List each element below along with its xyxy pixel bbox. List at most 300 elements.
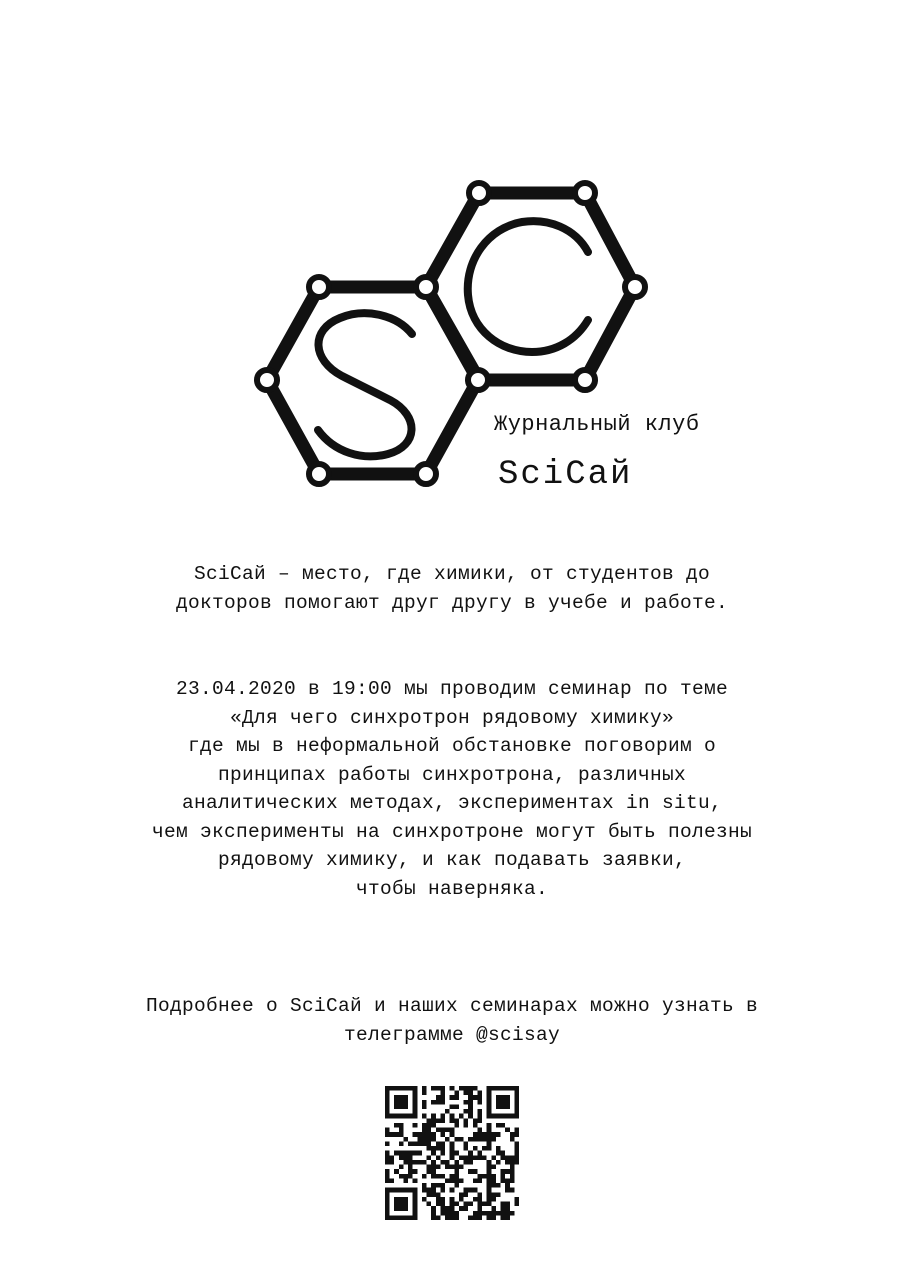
qr-module [487, 1123, 492, 1128]
qr-module [477, 1118, 482, 1123]
qr-module [505, 1114, 510, 1119]
qr-module [505, 1188, 510, 1193]
qr-module [501, 1086, 506, 1091]
qr-module [431, 1215, 436, 1220]
qr-module [431, 1132, 436, 1137]
qr-module [436, 1197, 441, 1202]
qr-module [422, 1132, 427, 1137]
qr-module [440, 1114, 445, 1119]
qr-module [422, 1160, 427, 1165]
qr-module [440, 1188, 445, 1193]
qr-module [464, 1206, 469, 1211]
qr-module [487, 1128, 492, 1133]
qr-module [394, 1123, 399, 1128]
qr-module [487, 1188, 492, 1193]
qr-module [491, 1178, 496, 1183]
qr-module [487, 1100, 492, 1105]
qr-module [431, 1169, 436, 1174]
qr-module [440, 1183, 445, 1188]
qr-module [394, 1132, 399, 1137]
qr-module [473, 1188, 478, 1193]
qr-module [491, 1206, 496, 1211]
qr-module [514, 1104, 519, 1109]
qr-module [450, 1174, 455, 1179]
qr-module [436, 1100, 441, 1105]
qr-module [487, 1165, 492, 1170]
qr-module [464, 1202, 469, 1207]
qr-module [399, 1202, 404, 1207]
qr-module [440, 1086, 445, 1091]
qr-module [514, 1141, 519, 1146]
qr-module [403, 1155, 408, 1160]
qr-module [403, 1206, 408, 1211]
qr-module [445, 1109, 450, 1114]
qr-module [477, 1215, 482, 1220]
qr-module [413, 1091, 418, 1096]
qr-module [390, 1215, 395, 1220]
qr-module [496, 1095, 501, 1100]
qr-module [417, 1137, 422, 1142]
qr-module [501, 1206, 506, 1211]
qr-module [403, 1086, 408, 1091]
qr-module [422, 1183, 427, 1188]
qr-module [450, 1114, 455, 1119]
qr-module [403, 1104, 408, 1109]
qr-module [436, 1118, 441, 1123]
qr-module [450, 1118, 455, 1123]
qr-module [408, 1165, 413, 1170]
qr-module [464, 1091, 469, 1096]
qr-module [487, 1192, 492, 1197]
qr-module [422, 1114, 427, 1119]
qr-module [390, 1160, 395, 1165]
qr-module [491, 1165, 496, 1170]
qr-module [487, 1137, 492, 1142]
qr-module [413, 1215, 418, 1220]
qr-module [403, 1100, 408, 1105]
qr-code-icon[interactable] [385, 1086, 519, 1220]
qr-module [477, 1100, 482, 1105]
qr-module [510, 1132, 515, 1137]
qr-module [394, 1114, 399, 1119]
qr-module [440, 1146, 445, 1151]
qr-module [422, 1091, 427, 1096]
qr-module [403, 1095, 408, 1100]
qr-module [454, 1160, 459, 1165]
qr-module [501, 1169, 506, 1174]
qr-module [510, 1114, 515, 1119]
qr-module [422, 1128, 427, 1133]
qr-module [514, 1128, 519, 1133]
qr-module [459, 1192, 464, 1197]
qr-module [413, 1123, 418, 1128]
more-info-line: телеграмме @scisay [343, 1023, 561, 1046]
qr-module [473, 1211, 478, 1216]
qr-module [385, 1095, 390, 1100]
qr-module [385, 1141, 390, 1146]
qr-module [505, 1155, 510, 1160]
qr-module [413, 1141, 418, 1146]
qr-module [496, 1114, 501, 1119]
qr-module [403, 1215, 408, 1220]
qr-module [413, 1192, 418, 1197]
qr-module [514, 1146, 519, 1151]
qr-module [422, 1123, 427, 1128]
qr-module [468, 1095, 473, 1100]
qr-module [459, 1086, 464, 1091]
qr-module [408, 1151, 413, 1156]
qr-module [413, 1206, 418, 1211]
qr-module [487, 1178, 492, 1183]
qr-module [408, 1169, 413, 1174]
intro-paragraph [60, 560, 844, 617]
qr-module [436, 1192, 441, 1197]
qr-module [514, 1114, 519, 1119]
qr-module [468, 1151, 473, 1156]
qr-module [450, 1178, 455, 1183]
qr-module [445, 1128, 450, 1133]
qr-module [477, 1114, 482, 1119]
qr-module [514, 1109, 519, 1114]
qr-module [394, 1202, 399, 1207]
qr-module [445, 1178, 450, 1183]
qr-module [505, 1206, 510, 1211]
qr-module [385, 1128, 390, 1133]
qr-module [487, 1174, 492, 1179]
qr-module [468, 1104, 473, 1109]
qr-module [501, 1151, 506, 1156]
qr-module [403, 1197, 408, 1202]
qr-module [454, 1104, 459, 1109]
qr-module [450, 1215, 455, 1220]
qr-module [491, 1132, 496, 1137]
qr-module [496, 1160, 501, 1165]
qr-module [385, 1206, 390, 1211]
qr-module [496, 1146, 501, 1151]
qr-module [385, 1155, 390, 1160]
qr-module [413, 1197, 418, 1202]
qr-module [491, 1197, 496, 1202]
qr-module [487, 1104, 492, 1109]
qr-module [468, 1086, 473, 1091]
qr-module [385, 1202, 390, 1207]
qr-module [427, 1155, 432, 1160]
qr-module [431, 1165, 436, 1170]
qr-module [473, 1155, 478, 1160]
qr-module [385, 1086, 390, 1091]
qr-module [431, 1192, 436, 1197]
qr-module [394, 1086, 399, 1091]
qr-module [450, 1086, 455, 1091]
qr-module [459, 1137, 464, 1142]
qr-module [482, 1202, 487, 1207]
qr-module [399, 1086, 404, 1091]
qr-module [473, 1146, 478, 1151]
qr-module [464, 1118, 469, 1123]
qr-module [468, 1202, 473, 1207]
qr-module [413, 1178, 418, 1183]
qr-module [464, 1100, 469, 1105]
qr-module [413, 1151, 418, 1156]
qr-module [468, 1100, 473, 1105]
qr-module [431, 1211, 436, 1216]
qr-module [477, 1202, 482, 1207]
qr-module [491, 1192, 496, 1197]
qr-module [505, 1169, 510, 1174]
qr-module [436, 1155, 441, 1160]
qr-module [514, 1132, 519, 1137]
letter-s-icon [318, 313, 412, 456]
qr-module [427, 1123, 432, 1128]
qr-module [487, 1197, 492, 1202]
qr-module [501, 1211, 506, 1216]
qr-module [385, 1132, 390, 1137]
qr-module [394, 1095, 399, 1100]
seminar-line: принципах работы синхротрона, различных [217, 763, 687, 786]
qr-module [496, 1151, 501, 1156]
qr-module [510, 1086, 515, 1091]
qr-module [501, 1155, 506, 1160]
qr-module [454, 1174, 459, 1179]
qr-module [440, 1132, 445, 1137]
qr-module [427, 1202, 432, 1207]
qr-module [413, 1188, 418, 1193]
qr-module [482, 1137, 487, 1142]
qr-module [403, 1188, 408, 1193]
qr-module [501, 1095, 506, 1100]
qr-module [394, 1151, 399, 1156]
qr-module [454, 1151, 459, 1156]
qr-module [454, 1095, 459, 1100]
qr-module [445, 1215, 450, 1220]
qr-module [450, 1188, 455, 1193]
qr-module [436, 1146, 441, 1151]
qr-module [403, 1151, 408, 1156]
qr-module [468, 1091, 473, 1096]
qr-module [496, 1086, 501, 1091]
qr-module [477, 1095, 482, 1100]
qr-module [431, 1206, 436, 1211]
qr-module [477, 1109, 482, 1114]
qr-module [440, 1118, 445, 1123]
qr-module [459, 1178, 464, 1183]
qr-module [482, 1132, 487, 1137]
qr-module [422, 1137, 427, 1142]
qr-module [436, 1202, 441, 1207]
qr-module [491, 1137, 496, 1142]
qr-module [505, 1095, 510, 1100]
qr-module [473, 1118, 478, 1123]
qr-module [514, 1095, 519, 1100]
qr-module [482, 1146, 487, 1151]
qr-module [385, 1169, 390, 1174]
qr-module [399, 1151, 404, 1156]
qr-module [496, 1183, 501, 1188]
qr-module [413, 1202, 418, 1207]
qr-module [487, 1160, 492, 1165]
qr-module [385, 1192, 390, 1197]
seminar-line: чем эксперименты на синхротроне могут быть полезны [151, 820, 753, 843]
qr-module [413, 1109, 418, 1114]
qr-module [427, 1118, 432, 1123]
qr-module [487, 1215, 492, 1220]
qr-module [477, 1206, 482, 1211]
qr-module [445, 1206, 450, 1211]
qr-module [450, 1141, 455, 1146]
qr-module [436, 1086, 441, 1091]
qr-module [385, 1104, 390, 1109]
qr-module [440, 1091, 445, 1096]
seminar-line: «Для чего синхротрон рядовому химику» [229, 706, 675, 729]
qr-module [482, 1211, 487, 1216]
qr-module [454, 1169, 459, 1174]
more-info-paragraph [60, 992, 844, 1049]
qr-module [473, 1086, 478, 1091]
qr-module [394, 1197, 399, 1202]
qr-module [459, 1206, 464, 1211]
qr-module [496, 1192, 501, 1197]
qr-module [468, 1160, 473, 1165]
qr-module [487, 1211, 492, 1216]
qr-module [487, 1109, 492, 1114]
qr-module [501, 1114, 506, 1119]
qr-module [413, 1211, 418, 1216]
qr-module [487, 1141, 492, 1146]
qr-module [445, 1211, 450, 1216]
qr-module [464, 1192, 469, 1197]
qr-module [491, 1174, 496, 1179]
qr-module [431, 1160, 436, 1165]
qr-module [487, 1202, 492, 1207]
qr-module [491, 1114, 496, 1119]
qr-module [394, 1215, 399, 1220]
qr-module [454, 1165, 459, 1170]
qr-module [399, 1197, 404, 1202]
qr-module [408, 1215, 413, 1220]
qr-module [390, 1132, 395, 1137]
qr-module [385, 1151, 390, 1156]
qr-module [440, 1160, 445, 1165]
qr-module [394, 1100, 399, 1105]
seminar-line: 23.04.2020 в 19:00 мы проводим семинар по теме [175, 678, 729, 700]
qr-module [454, 1091, 459, 1096]
qr-module [436, 1128, 441, 1133]
qr-module [459, 1197, 464, 1202]
qr-module [440, 1095, 445, 1100]
qr-module [454, 1178, 459, 1183]
qr-module [440, 1206, 445, 1211]
qr-module [427, 1146, 432, 1151]
qr-module [403, 1178, 408, 1183]
qr-module [482, 1174, 487, 1179]
qr-module [491, 1211, 496, 1216]
qr-module [496, 1132, 501, 1137]
qr-module [403, 1160, 408, 1165]
qr-module [477, 1174, 482, 1179]
seminar-paragraph [60, 675, 844, 903]
qr-module [477, 1128, 482, 1133]
seminar-line: аналитических методах, экспериментах in situ, [181, 792, 723, 814]
qr-module [510, 1188, 515, 1193]
qr-module [440, 1211, 445, 1216]
qr-module [473, 1123, 478, 1128]
qr-module [440, 1128, 445, 1133]
qr-module [431, 1137, 436, 1142]
qr-module [510, 1155, 515, 1160]
qr-module [399, 1165, 404, 1170]
qr-module [468, 1215, 473, 1220]
qr-module [399, 1188, 404, 1193]
scisay-logo [0, 0, 904, 520]
qr-module [440, 1151, 445, 1156]
qr-module [505, 1215, 510, 1220]
qr-module [408, 1086, 413, 1091]
qr-module [440, 1100, 445, 1105]
qr-module [510, 1174, 515, 1179]
qr-module [454, 1183, 459, 1188]
qr-module [399, 1215, 404, 1220]
qr-module [408, 1114, 413, 1119]
seminar-line: чтобы наверняка. [355, 877, 549, 900]
qr-module [385, 1211, 390, 1216]
qr-module [473, 1137, 478, 1142]
qr-module [431, 1123, 436, 1128]
qr-module [496, 1100, 501, 1105]
qr-module [514, 1086, 519, 1091]
qr-module [464, 1123, 469, 1128]
qr-module [501, 1178, 506, 1183]
qr-module [477, 1192, 482, 1197]
qr-module [403, 1174, 408, 1179]
qr-module [427, 1188, 432, 1193]
qr-module [394, 1104, 399, 1109]
qr-module [417, 1151, 422, 1156]
qr-module [473, 1215, 478, 1220]
club-name: SciCай [498, 456, 633, 494]
qr-module [431, 1086, 436, 1091]
qr-module [501, 1123, 506, 1128]
qr-module [431, 1188, 436, 1193]
qr-module [454, 1202, 459, 1207]
qr-module [385, 1100, 390, 1105]
qr-module [468, 1155, 473, 1160]
qr-module [454, 1118, 459, 1123]
qr-module [487, 1146, 492, 1151]
qr-module [491, 1155, 496, 1160]
qr-module [390, 1114, 395, 1119]
qr-module [464, 1160, 469, 1165]
qr-module [408, 1174, 413, 1179]
qr-module [477, 1211, 482, 1216]
qr-module [431, 1114, 436, 1119]
qr-module [496, 1104, 501, 1109]
qr-module [454, 1123, 459, 1128]
qr-module [436, 1165, 441, 1170]
qr-module [473, 1197, 478, 1202]
qr-module [468, 1114, 473, 1119]
qr-module [394, 1169, 399, 1174]
qr-module [487, 1086, 492, 1091]
qr-module [477, 1132, 482, 1137]
qr-module [427, 1165, 432, 1170]
qr-module [501, 1202, 506, 1207]
qr-module [413, 1169, 418, 1174]
qr-module [477, 1137, 482, 1142]
qr-module [450, 1104, 455, 1109]
qr-module [505, 1086, 510, 1091]
qr-module [459, 1165, 464, 1170]
qr-module [408, 1141, 413, 1146]
